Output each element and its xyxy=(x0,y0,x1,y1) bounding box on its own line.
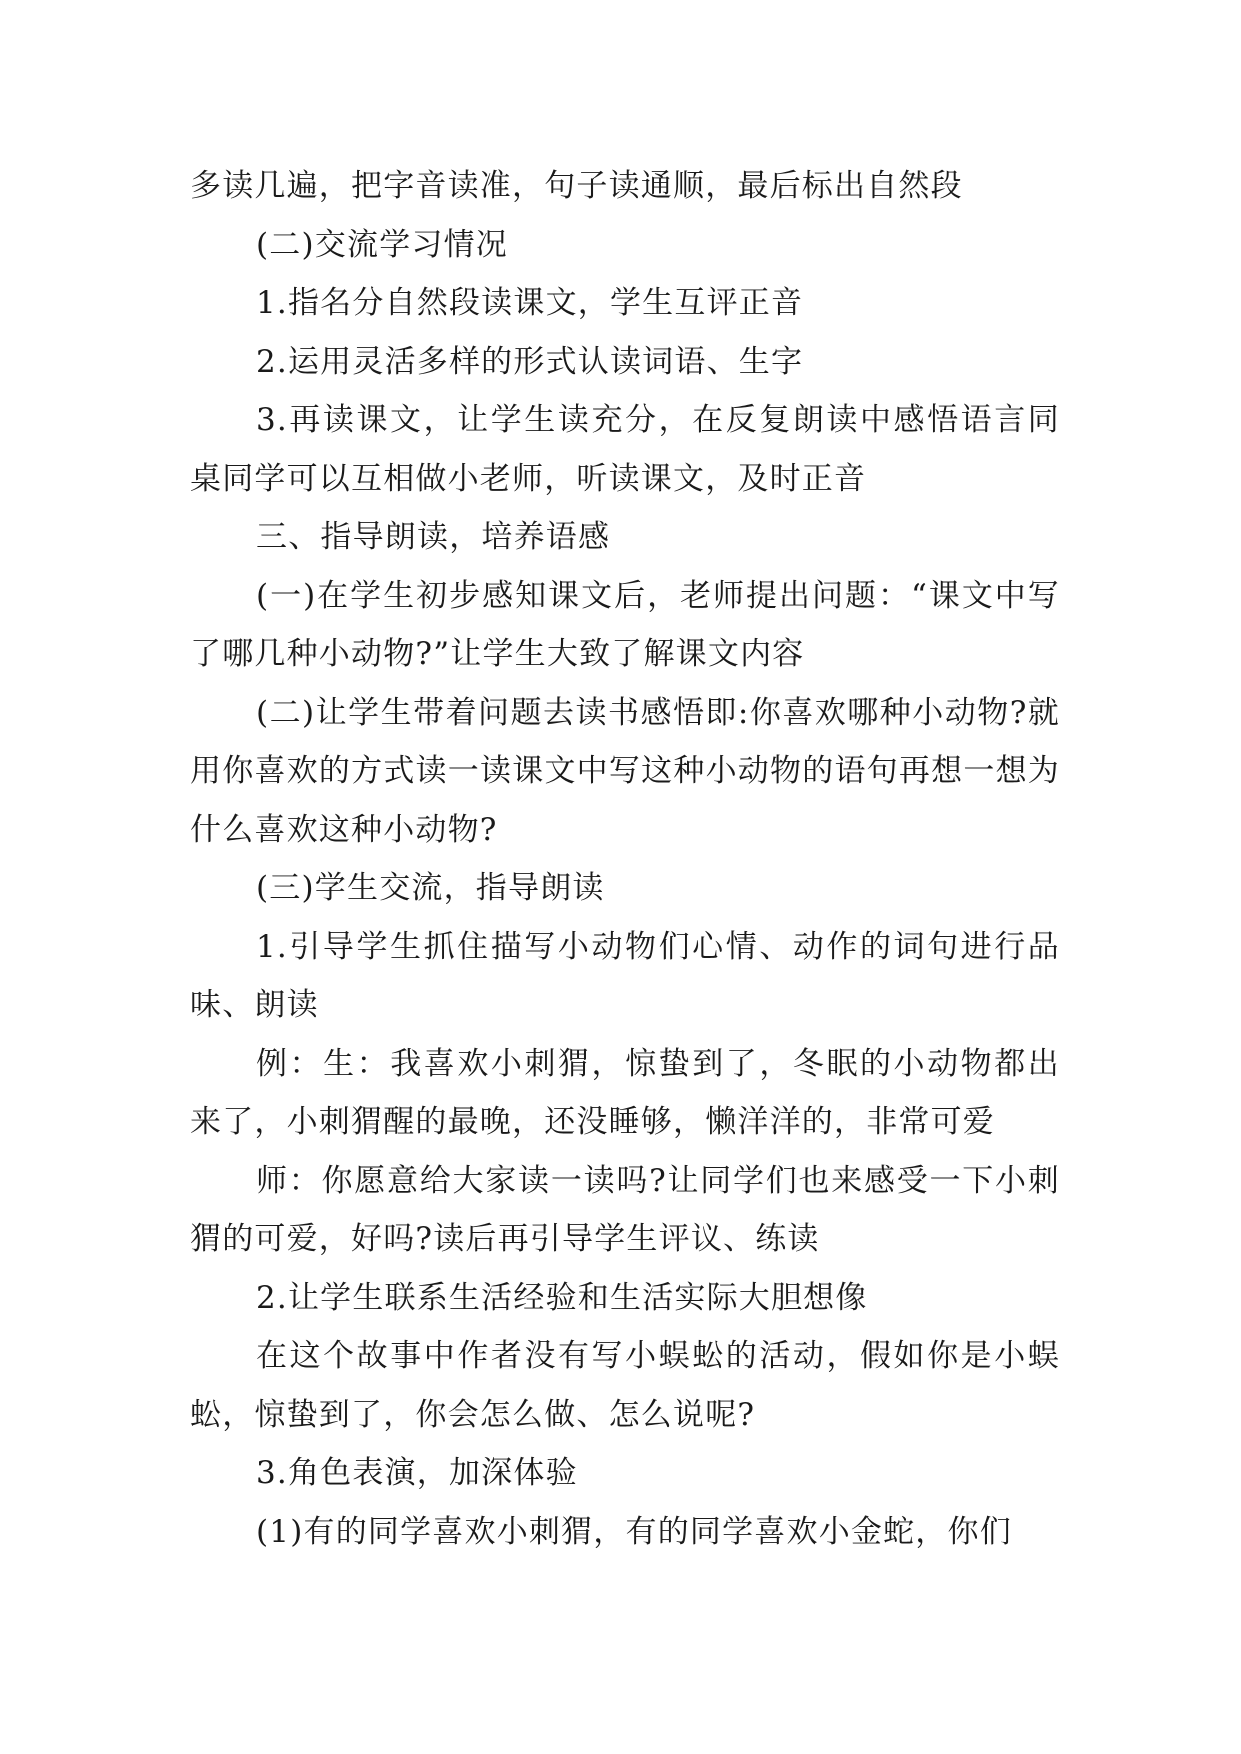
paragraph-12: 师：你愿意给大家读一读吗?让同学们也来感受一下小刺猬的可爱，好吗?读后再引导学生评议、练读 xyxy=(190,1162,1060,1257)
paragraph-10: 1.引导学生抓住描写小动物们心情、动作的词句进行品味、朗读 xyxy=(190,928,1060,1023)
paragraph-9: (三)学生交流，指导朗读 xyxy=(256,870,605,906)
paragraph-5: 3.再读课文，让学生读充分，在反复朗读中感悟语言同桌同学可以互相做小老师，听读课文，及时正音 xyxy=(190,402,1060,497)
paragraph-11: 例：生：我喜欢小刺猬，惊蛰到了，冬眠的小动物都出来了，小刺猬醒的最晚，还没睡够，懒洋洋的，非常可爱 xyxy=(190,1045,1060,1140)
paragraph-14: 在这个故事中作者没有写小蜈蚣的活动，假如你是小蜈蚣，惊蛰到了，你会怎么做、怎么说呢? xyxy=(190,1338,1060,1433)
paragraph-4: 2.运用灵活多样的形式认读词语、生字 xyxy=(256,343,804,380)
paragraph-1: 多读几遍，把字音读准，句子读通顺，最后标出自然段 xyxy=(190,168,963,204)
paragraph-16: (1)有的同学喜欢小刺猬，有的同学喜欢小金蛇，你们 xyxy=(256,1513,1012,1550)
paragraph-6: 三、指导朗读，培养语感 xyxy=(256,519,611,555)
paragraph-3: 1.指名分自然段读课文，学生互评正音 xyxy=(256,285,804,321)
document-body xyxy=(190,157,1060,1561)
paragraph-15: 3.角色表演，加深体验 xyxy=(256,1455,578,1491)
paragraph-2: (二)交流学习情况 xyxy=(256,226,508,263)
paragraph-8: (二)让学生带着问题去读书感悟即:你喜欢哪种小动物?就用你喜欢的方式读一读课文中写这种小动物的语句再想一想为什么喜欢这种小动物? xyxy=(190,694,1060,848)
paragraph-7: (一)在学生初步感知课文后，老师提出问题：“课文中写了哪几种小动物?”让学生大致了解课文内容 xyxy=(190,577,1060,672)
paragraph-13: 2.让学生联系生活经验和生活实际大胆想像 xyxy=(256,1279,868,1316)
